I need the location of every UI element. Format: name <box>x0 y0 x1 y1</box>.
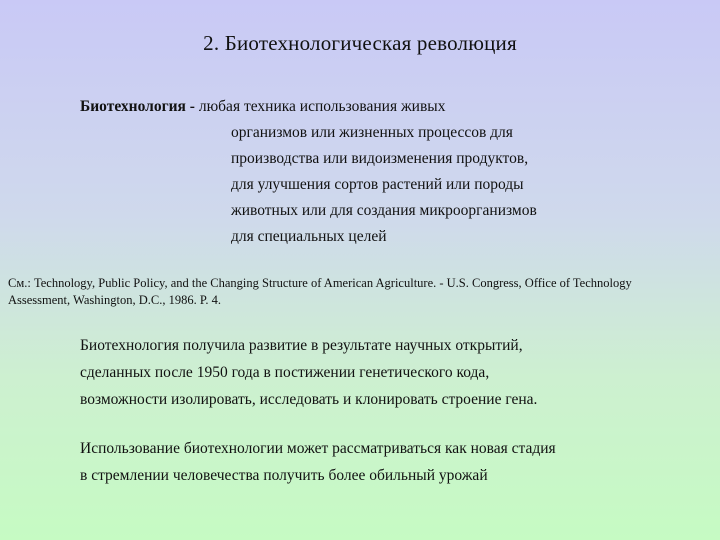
definition-text: любая техника использования живых <box>194 98 446 115</box>
paragraph-line: Использование биотехнологии может рассматриваться как новая стадия <box>80 440 556 457</box>
definition-continuation-line: организмов или жизненных процессов для <box>231 124 513 141</box>
paragraph-line: Биотехнология получила развитие в результате научных открытий, <box>80 337 523 354</box>
definition-continuation-line: для улучшения сортов растений или породы <box>231 176 524 193</box>
definition-continuation-line: производства или видоизменения продуктов, <box>231 150 529 167</box>
slide-title: 2. Биотехнологическая революция <box>203 31 517 55</box>
definition-term: Биотехнология - <box>80 98 195 115</box>
paragraph-line: в стремлении человечества получить более обильный урожай <box>80 467 488 484</box>
definition-block <box>80 94 537 250</box>
paragraph-line: возможности изолировать, исследовать и клонировать строение гена. <box>80 391 538 408</box>
definition-continuation-line: для специальных целей <box>231 228 387 245</box>
reference-line: См.: Technology, Public Policy, and the Changing Structure of American Agriculture. - U.S. Congress, Office of Technology <box>8 276 632 290</box>
reference-line: Assessment, Washington, D.C., 1986. P. 4. <box>8 293 222 307</box>
reference-citation <box>8 275 718 309</box>
definition-first-line <box>80 94 537 120</box>
definition-continuation-line: животных или для создания микроорганизмов <box>231 202 537 219</box>
paragraph-new-stage <box>80 435 556 489</box>
paragraph-line: сделанных после 1950 года в постижении генетического кода, <box>80 364 490 381</box>
paragraph-development <box>80 332 537 413</box>
